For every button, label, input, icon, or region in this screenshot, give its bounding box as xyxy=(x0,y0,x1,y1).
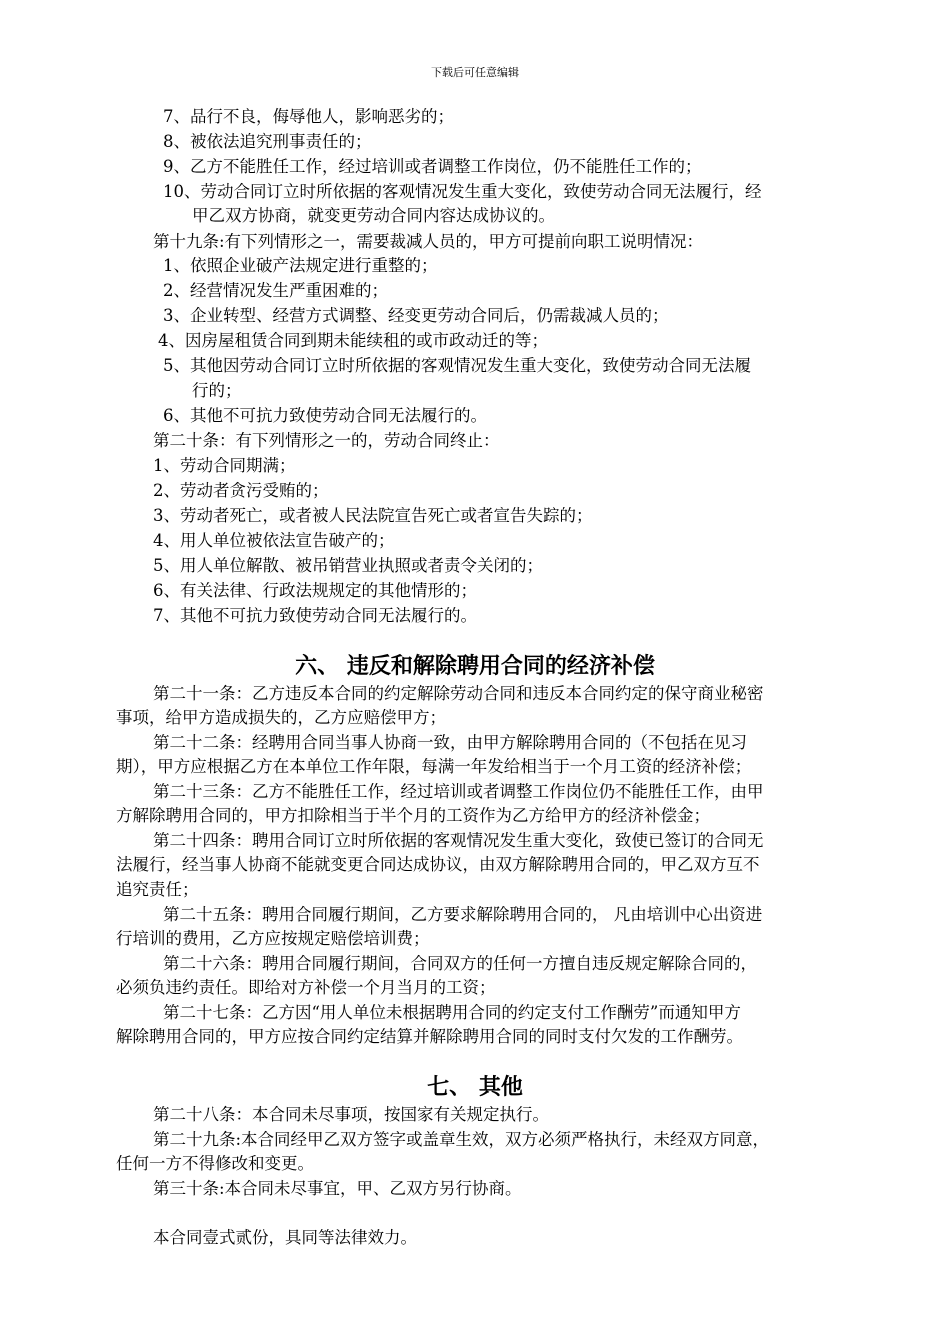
page-header: 下载后可任意编辑 xyxy=(431,66,519,79)
article-19: 第十九条:有下列情形之一，需要裁减人员的，甲方可提前向职工说明情况： xyxy=(153,232,704,251)
article-24: 第二十四条：聘用合同订立时所依据的客观情况发生重大变化，致使已签订的合同无 xyxy=(153,831,764,850)
clause-line: 6、其他不可抗力致使劳动合同无法履行的。 xyxy=(163,406,487,425)
clause-line: 8、被依法追究刑事责任的； xyxy=(163,132,372,151)
clause-line: 7、品行不良，侮辱他人，影响恶劣的； xyxy=(163,107,454,126)
article-line: 期），甲方应根据乙方在本单位工作年限，每满一年发给相当于一个月工资的经济补偿； xyxy=(116,757,752,776)
clause-line: 9、乙方不能胜任工作，经过培训或者调整工作岗位，仍不能胜任工作的； xyxy=(163,157,702,176)
clause-line: 2、劳动者贪污受贿的； xyxy=(153,481,329,500)
article-line: 解除聘用合同的，甲方应按合同约定结算并解除聘用合同的同时支付欠发的工作酬劳。 xyxy=(116,1027,743,1046)
clause-line: 4、因房屋租赁合同到期未能续租的或市政动迁的等； xyxy=(158,331,548,350)
article-line: 行培训的费用，乙方应按规定赔偿培训费； xyxy=(116,929,430,948)
clause-line: 10、劳动合同订立时所依据的客观情况发生重大变化，致使劳动合同无法履行，经 xyxy=(163,182,762,201)
article-26: 第二十六条：聘用合同履行期间，合同双方的任何一方擅自违反规定解除合同的， xyxy=(163,954,757,973)
article-28: 第二十八条：本合同未尽事项，按国家有关规定执行。 xyxy=(153,1105,549,1124)
article-20: 第二十条：有下列情形之一的，劳动合同终止： xyxy=(153,431,500,450)
section-6-heading: 六、 违反和解除聘用合同的经济补偿 xyxy=(295,653,655,679)
clause-line: 7、其他不可抗力致使劳动合同无法履行的。 xyxy=(153,606,477,625)
article-line: 法履行，经当事人协商不能就变更合同达成协议，由双方解除聘用合同的，甲乙双方互不 xyxy=(116,855,760,874)
article-line: 任何一方不得修改和变更。 xyxy=(116,1154,314,1173)
clause-line: 1、依照企业破产法规定进行重整的； xyxy=(163,256,438,275)
article-21: 第二十一条：乙方违反本合同的约定解除劳动合同和违反本合同约定的保守商业秘密 xyxy=(153,684,764,703)
clause-line: 甲乙双方协商，就变更劳动合同内容达成协议的。 xyxy=(192,206,555,225)
article-23: 第二十三条：乙方不能胜任工作，经过培训或者调整工作岗位仍不能胜任工作，由甲 xyxy=(153,782,764,801)
closing-statement: 本合同壹式贰份，具同等法律效力。 xyxy=(153,1228,417,1247)
article-30: 第三十条:本合同未尽事宜，甲、乙双方另行协商。 xyxy=(153,1179,522,1198)
clause-line: 4、用人单位被依法宣告破产的； xyxy=(153,531,395,550)
article-22: 第二十二条：经聘用合同当事人协商一致，由甲方解除聘用合同的（不包括在见习 xyxy=(153,733,747,752)
article-line: 事项，给甲方造成损失的，乙方应赔偿甲方； xyxy=(116,708,446,727)
article-27: 第二十七条：乙方因“用人单位未根据聘用合同的约定支付工作酬劳”而通知甲方 xyxy=(163,1003,741,1022)
clause-line: 2、经营情况发生严重困难的； xyxy=(163,281,388,300)
article-line: 追究责任； xyxy=(116,880,199,899)
clause-line: 5、其他因劳动合同订立时所依据的客观情况发生重大变化，致使劳动合同无法履 xyxy=(163,356,751,375)
section-7-heading: 七、 其他 xyxy=(427,1074,523,1100)
article-line: 方解除聘用合同的，甲方扣除相当于半个月的工资作为乙方给甲方的经济补偿金； xyxy=(116,806,710,825)
article-29: 第二十九条:本合同经甲乙双方签字或盖章生效，双方必须严格执行，未经双方同意， xyxy=(153,1130,770,1149)
clause-line: 1、劳动合同期满； xyxy=(153,456,296,475)
clause-line: 5、用人单位解散、被吊销营业执照或者责令关闭的； xyxy=(153,556,543,575)
clause-line: 6、有关法律、行政法规规定的其他情形的； xyxy=(153,581,477,600)
clause-line: 3、企业转型、经营方式调整、经变更劳动合同后，仍需裁减人员的； xyxy=(163,306,669,325)
clause-line: 行的； xyxy=(192,381,242,400)
article-line: 必须负违约责任。即给对方补偿一个月当月的工资； xyxy=(116,978,496,997)
clause-line: 3、劳动者死亡，或者被人民法院宣告死亡或者宣告失踪的； xyxy=(153,506,593,525)
article-25: 第二十五条：聘用合同履行期间，乙方要求解除聘用合同的， 凡由培训中心出资进 xyxy=(163,905,763,924)
